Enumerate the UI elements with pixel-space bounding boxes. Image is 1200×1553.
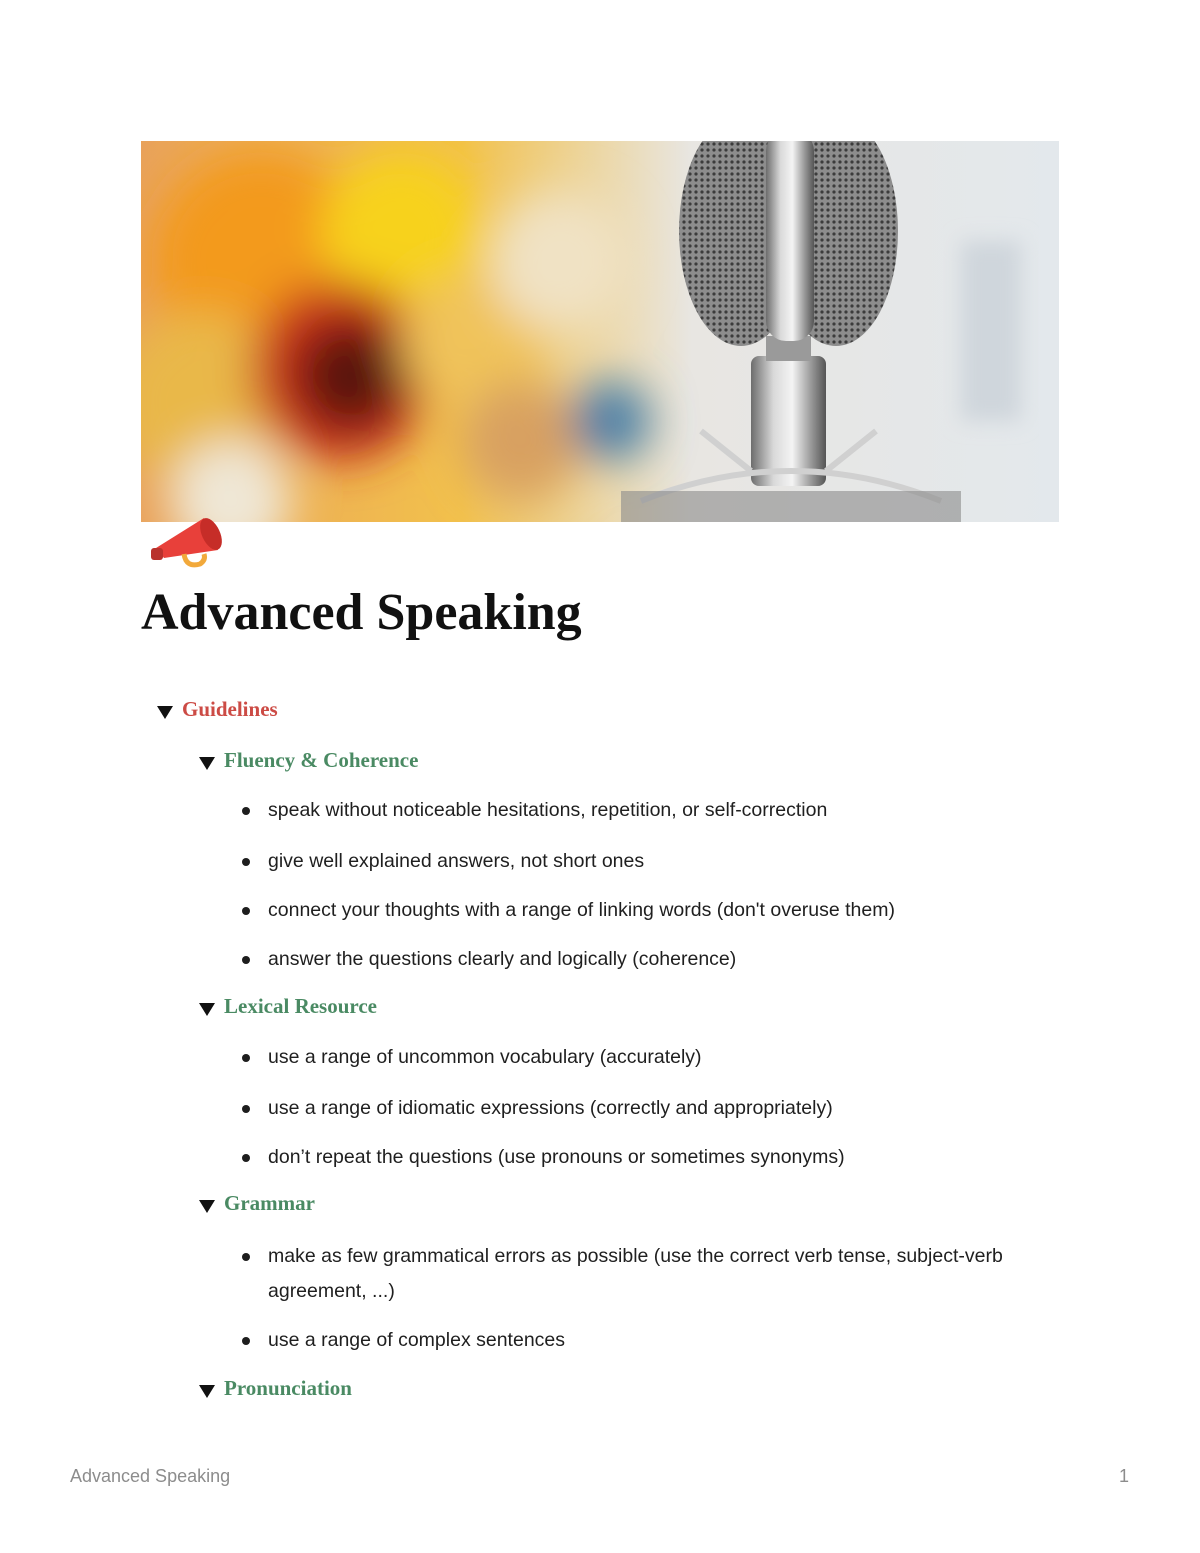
bullet-icon	[242, 1105, 250, 1113]
bullet-icon	[242, 1154, 250, 1162]
microphone-photo	[141, 141, 1059, 522]
list-item: don’t repeat the questions (use pronouns or sometimes synonyms)	[268, 1146, 845, 1168]
page-number: 1	[1119, 1466, 1130, 1486]
bullet-icon	[242, 807, 250, 815]
list-item: connect your thoughts with a range of linking words (don't overuse them)	[268, 899, 895, 921]
section-heading-fluency[interactable]: Fluency & Coherence	[224, 748, 419, 772]
bullet-icon	[242, 858, 250, 866]
list-item: answer the questions clearly and logically (coherence)	[268, 948, 737, 970]
toggle-arrow-icon[interactable]	[199, 1200, 215, 1213]
list-item: use a range of idiomatic expressions (correctly and appropriately)	[268, 1097, 833, 1119]
toggle-arrow-icon[interactable]	[157, 706, 173, 719]
bullet-icon	[242, 1337, 250, 1345]
section-heading-lexical[interactable]: Lexical Resource	[224, 994, 377, 1018]
bullet-icon	[242, 907, 250, 915]
toggle-arrow-icon[interactable]	[199, 1385, 215, 1398]
list-item: use a range of uncommon vocabulary (accurately)	[268, 1046, 702, 1068]
list-item: make as few grammatical errors as possible (use the correct verb tense, subject-verb agreement, ...)	[268, 1245, 1003, 1302]
guidelines-heading[interactable]: Guidelines	[182, 697, 278, 721]
section-heading-pronunciation[interactable]: Pronunciation	[224, 1376, 352, 1400]
section-heading-grammar[interactable]: Grammar	[224, 1191, 315, 1215]
footer-title: Advanced Speaking	[70, 1466, 231, 1486]
megaphone-icon	[146, 512, 236, 570]
cover-image	[141, 141, 1059, 522]
list-item: speak without noticeable hesitations, repetition, or self-correction	[268, 799, 828, 821]
page-title: Advanced Speaking	[141, 584, 582, 641]
bullet-icon	[242, 1054, 250, 1062]
list-item: use a range of complex sentences	[268, 1329, 566, 1351]
toggle-arrow-icon[interactable]	[199, 757, 215, 770]
toggle-arrow-icon[interactable]	[199, 1003, 215, 1016]
bullet-icon	[242, 1253, 250, 1261]
list-item: give well explained answers, not short ones	[268, 850, 645, 872]
bullet-icon	[242, 956, 250, 964]
